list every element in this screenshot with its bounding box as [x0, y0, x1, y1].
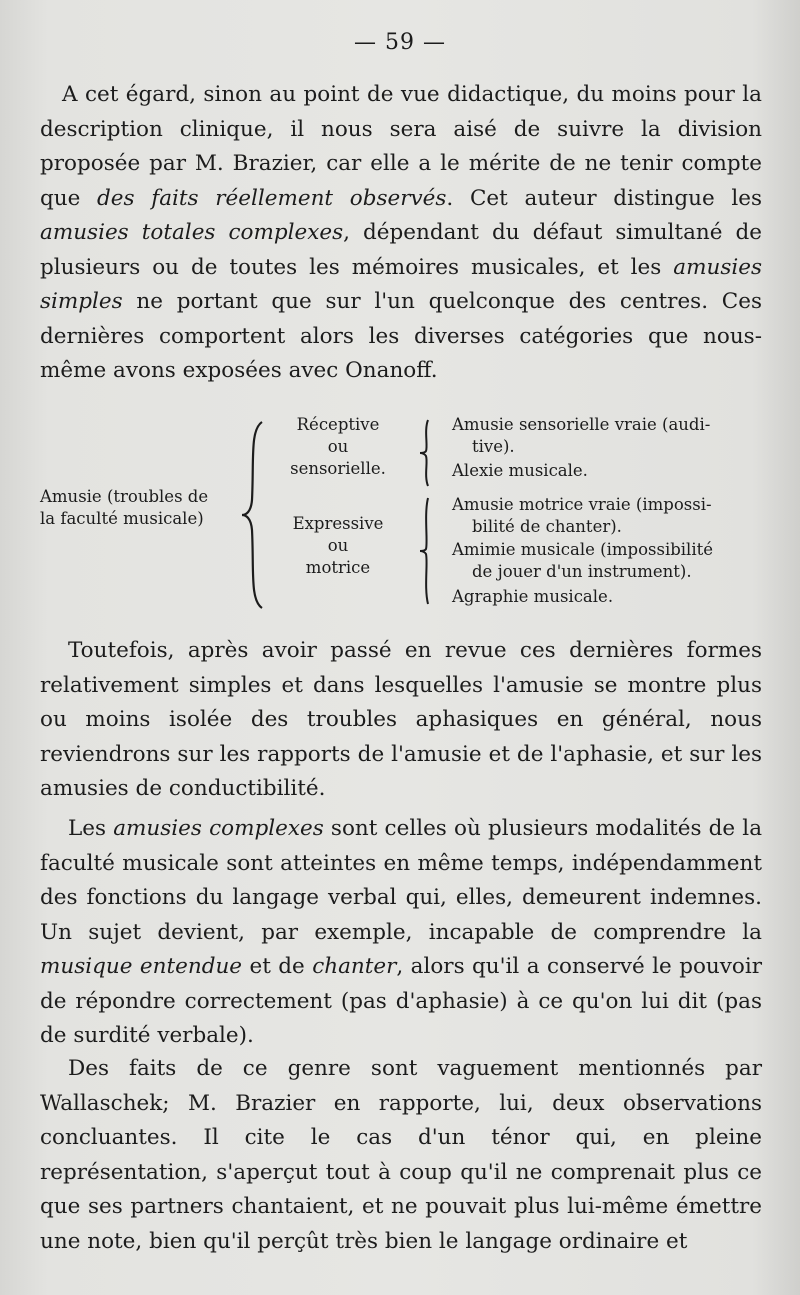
right-brace-top [418, 418, 436, 488]
paragraph-1: A cet égard, sinon au point de vue didactique, du moins pour la description clinique, il nous sera aisé de suivre la division proposée par M. Brazier, car elle a le mérite de ne tenir compte que des faits réellement observés. Cet auteur distingue les amusies totales complexes, dépendant du défaut simultané de plusieurs ou de toutes les mémoires musicales, et les amusies simples ne portant que sur l'un quelconque des centres. Ces dernières comportent alors les diverses catégories que nous-même avons exposées avec Onanoff. [40, 82, 763, 383]
emphasis: amusies simples [40, 254, 762, 314]
emphasis: amusies totales complexes [40, 220, 344, 245]
emphasis: musique entendue [40, 954, 243, 979]
category-receptive: Réceptive ou sensorielle. [290, 415, 386, 478]
emphasis: amusies complexes [113, 816, 324, 841]
item-agraphie-musicale: Agraphie musicale. [452, 587, 614, 606]
emphasis: des faits réellement observés [97, 185, 447, 211]
item-amusie-motrice: Amusie motrice vraie (impossi- bilité de chanter). [452, 495, 712, 536]
paragraph-3: Les amusies complexes sont celles où plusieurs modalités de la faculté musicale sont atteintes en même temps, indépendamment des fonctions du langage verbal qui, elles, demeurent indemnes. Un sujet devient, par exemple, incapable de comprendre la musique entendue et de chanter, alors qu'il a conservé le pouvoir de répondre correctement (pas d'aphasie) à ce qu'on lui dit (pas de surdité verbale). [40, 816, 763, 1048]
paragraph-2: Toutefois, après avoir passé en revue ces dernières formes relativement simples et dans lesquelles l'amusie se montre plus ou moins isolée des troubles aphasiques en général, nous reviendrons sur les rapports de l'amusie et de l'aphasie, et sur les amusies de conductibilité. [40, 638, 762, 801]
item-amimie-musicale: Amimie musicale (impossibilité de jouer d'un instrument). [452, 540, 714, 581]
emphasis: chanter [312, 954, 397, 979]
classification-diagram [40, 410, 765, 615]
right-brace-bottom [418, 496, 436, 606]
item-alexie-musicale: Alexie musicale. [452, 461, 588, 480]
page-number: — 59 — [354, 30, 446, 55]
left-brace [240, 420, 266, 610]
paragraph-4: Des faits de ce genre sont vaguement mentionnés par Wallaschek; M. Brazier en rapporte, lui, deux observations concluantes. Il cite le cas d'un ténor qui, en pleine représentation, s'aperçut tout à coup qu'il ne comprenait plus ce que ses partners chantaient, et ne pouvait plus lui-même émettre une note, bien qu'il perçût très bien le langage ordinaire et [40, 1056, 762, 1254]
item-amusie-sensorielle: Amusie sensorielle vraie (audi- tive). [452, 415, 711, 456]
diagram-root-label: Amusie (troubles de la faculté musicale) [40, 487, 209, 528]
category-expressive: Expressive ou motrice [292, 514, 384, 577]
